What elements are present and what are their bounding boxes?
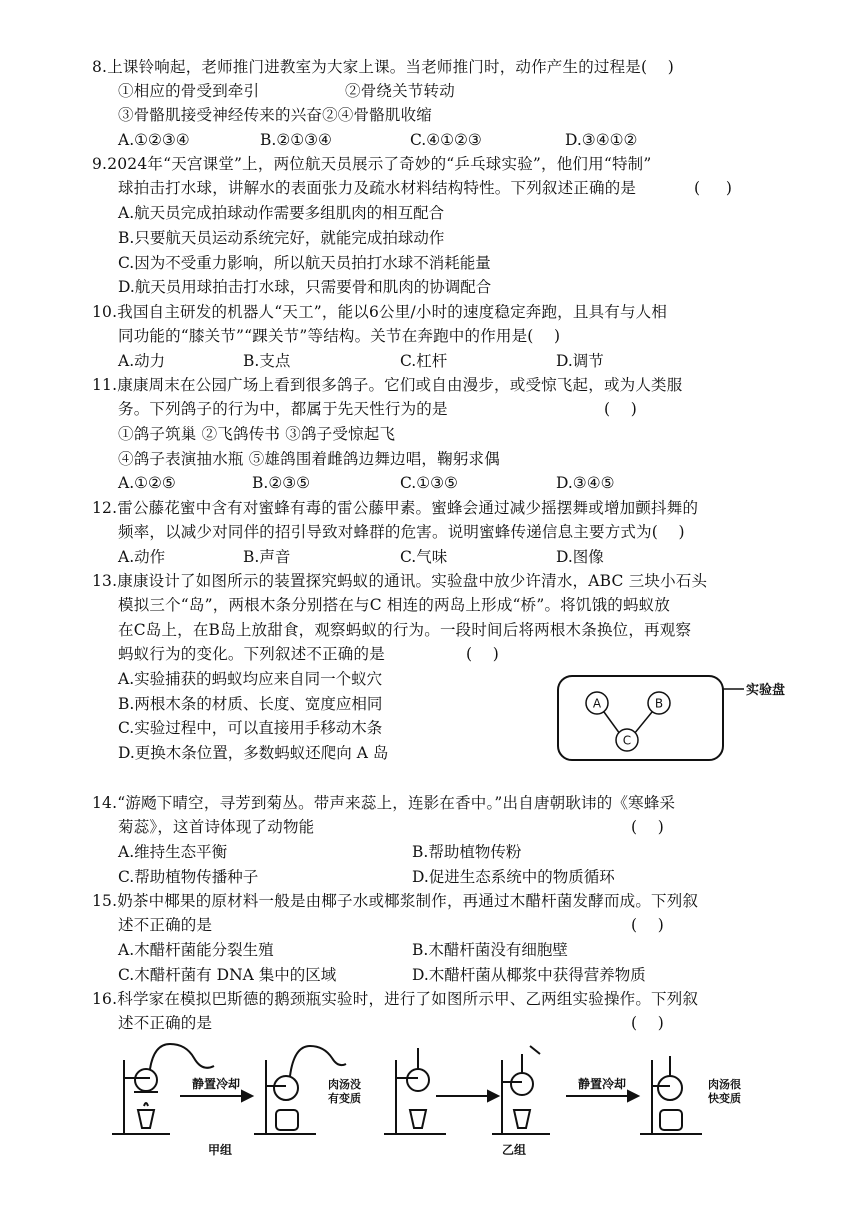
q11-answer-paren: ( ) xyxy=(604,400,638,418)
q12-line1: 12.雷公藤花蜜中含有对蜜蜂有毒的雷公藤甲素。蜜蜂会通过减少摇摆舞或增加颤抖舞的 xyxy=(92,499,699,517)
q12-option-b: B.声音 xyxy=(243,548,291,566)
q15-line1: 15.奶茶中椰果的原材料一般是由椰子水或椰浆制作，再通过木醋杆菌发酵而成。下列叙 xyxy=(92,892,699,910)
group-a-result-line2: 有变质 xyxy=(328,1092,361,1105)
q14-line1: 14.“游飏下晴空，寻芳到菊丛。带声来蕊上，连影在香中。”出自唐朝耿讳的《寒蜂采 xyxy=(92,794,676,812)
q16-swan-neck-flask-figure xyxy=(110,1036,750,1166)
island-b-label: B xyxy=(654,696,664,711)
q14-line2: 菊蕊》，这首诗体现了动物能 xyxy=(118,818,315,836)
q11-items-line2: ④鸽子表演抽水瓶 ⑤雄鸽围着雌鸽边舞边唱，鞠躬求偶 xyxy=(118,450,500,468)
q13-line4: 蚂蚁行为的变化。下列叙述不正确的是 xyxy=(118,645,385,663)
q9-option-c: C.因为不受重力影响，所以航天员拍打水球不消耗能量 xyxy=(118,254,491,272)
q10-line1: 10.我国自主研发的机器人“天工”，能以6公里/小时的速度稳定奔跑，且具有与人相 xyxy=(92,303,668,321)
q14-option-c: C.帮助植物传播种子 xyxy=(118,868,259,886)
bridge-a-c xyxy=(604,712,620,734)
group-a-arrow-label: 静置冷却 xyxy=(191,1077,241,1091)
q13-answer-paren: ( ) xyxy=(466,645,500,663)
q11-option-b: B.②③⑤ xyxy=(252,474,311,492)
q12-option-d: D.图像 xyxy=(556,548,604,566)
group-b-label: 乙组 xyxy=(502,1143,527,1157)
q13-line1: 13.康康设计了如图所示的装置探究蚂蚁的通讯。实验盘中放少许清水，ABC 三块小石头 xyxy=(92,572,708,590)
q13-option-b: B.两根木条的材质、长度、宽度应相同 xyxy=(118,695,383,713)
q12-option-c: C.气味 xyxy=(400,548,448,566)
q15-option-d: D.木醋杆菌从椰浆中获得营养物质 xyxy=(412,966,646,984)
q16-line2: 述不正确的是 xyxy=(118,1014,213,1032)
q10-option-b: B.支点 xyxy=(243,352,291,370)
q11-line2: 务。下列鸽子的行为中，都属于先天性行为的是 xyxy=(118,400,448,418)
q8-option-a: A.①②③④ xyxy=(118,131,190,149)
q13-line3: 在C岛上，在B岛上放甜食，观察蚂蚁的行为。一段时间后将两根木条换位，再观察 xyxy=(118,621,692,639)
island-c-label: C xyxy=(622,733,632,748)
q8-option-d: D.③④①② xyxy=(565,131,638,149)
q9-line2: 球拍击打水球，讲解水的表面张力及疏水材料结构特性。下列叙述正确的是 xyxy=(118,179,637,197)
q10-option-a: A.动力 xyxy=(118,352,166,370)
q9-line1: 9.2024年“天宫课堂”上，两位航天员展示了奇妙的“乒乓球实验”，他们用“特制” xyxy=(92,155,652,173)
q11-line1: 11.康康周末在公园广场上看到很多鸽子。它们或自由漫步，或受惊飞起，或为人类服 xyxy=(92,376,683,394)
q13-experiment-tray-figure xyxy=(552,670,802,766)
q8-item-2: ②骨绕关节转动 xyxy=(345,82,455,100)
q13-option-d: D.更换木条位置，多数蚂蚁还爬向 A 岛 xyxy=(118,744,389,762)
q12-option-a: A.动作 xyxy=(118,548,166,566)
q13-option-a: A.实验捕获的蚂蚁均应来自同一个蚁穴 xyxy=(118,670,383,688)
q8-item-1: ①相应的骨受到牵引 xyxy=(118,82,260,100)
group-b-flask-heating xyxy=(384,1048,446,1134)
q9-answer-paren: ( ) xyxy=(694,179,733,197)
q9-option-d: D.航天员用球拍击打水球，只需要骨和肌肉的协调配合 xyxy=(118,278,492,296)
q11-items-line1: ①鸽子筑巢 ②飞鸽传书 ③鸽子受惊起飞 xyxy=(118,425,396,443)
group-b-result-line1: 肉汤很 xyxy=(708,1078,741,1091)
q8-option-b: B.②①③④ xyxy=(260,131,332,149)
q9-option-b: B.只要航天员运动系统完好，就能完成拍球动作 xyxy=(118,229,445,247)
q13-option-c: C.实验过程中，可以直接用手移动木条 xyxy=(118,719,383,737)
bridge-b-c xyxy=(634,712,652,734)
q15-answer-paren: ( ) xyxy=(631,916,665,934)
q15-option-b: B.木醋杆菌没有细胞壁 xyxy=(412,941,568,959)
q13-line2: 模拟三个“岛”，两根木条分别搭在与C 相连的两岛上形成“桥”。将饥饿的蚂蚁放 xyxy=(118,596,671,614)
q8-stem: 8.上课铃响起，老师推门进教室为大家上课。当老师推门时，动作产生的过程是( ) xyxy=(92,58,674,76)
q15-option-a: A.木醋杆菌能分裂生殖 xyxy=(118,941,274,959)
q16-line1: 16.科学家在模拟巴斯德的鹅颈瓶实验时，进行了如图所示甲、乙两组实验操作。下列叙 xyxy=(92,990,699,1008)
q11-option-c: C.①③⑤ xyxy=(400,474,458,492)
q14-option-b: B.帮助植物传粉 xyxy=(412,843,522,861)
q8-items-line2: ③骨骼肌接受神经传来的兴奋②④骨骼肌收缩 xyxy=(118,106,433,124)
q11-option-a: A.①②⑤ xyxy=(118,474,176,492)
tray-outline xyxy=(558,676,723,760)
tray-label: 实验盘 xyxy=(746,683,786,698)
q14-option-a: A.维持生态平衡 xyxy=(118,843,228,861)
q15-option-c: C.木醋杆菌有 DNA 集中的区域 xyxy=(118,966,337,984)
group-b-result-line2: 快变质 xyxy=(708,1092,741,1105)
q9-option-a: A.航天员完成拍球动作需要多组肌肉的相互配合 xyxy=(118,204,445,222)
island-a-label: A xyxy=(592,696,602,711)
q10-option-c: C.杠杆 xyxy=(400,352,448,370)
q10-option-d: D.调节 xyxy=(556,352,604,370)
group-a-result-line1: 肉汤没 xyxy=(328,1078,361,1091)
q10-line2: 同功能的“膝关节”“踝关节”等结构。关节在奔跑中的作用是( ) xyxy=(118,327,561,345)
group-b-flask-result xyxy=(640,1056,702,1134)
q14-answer-paren: ( ) xyxy=(631,818,665,836)
q12-line2: 频率，以减少对同伴的招引导致对蜂群的危害。说明蜜蜂传递信息主要方式为( ) xyxy=(118,523,685,541)
group-a-label: 甲组 xyxy=(208,1143,233,1157)
q14-option-d: D.促进生态系统中的物质循环 xyxy=(412,868,615,886)
q8-option-c: C.④①②③ xyxy=(410,131,482,149)
q16-answer-paren: ( ) xyxy=(631,1014,665,1032)
q15-line2: 述不正确的是 xyxy=(118,916,213,934)
q11-option-d: D.③④⑤ xyxy=(556,474,615,492)
group-b-arrow-label: 静置冷却 xyxy=(577,1077,627,1091)
group-b-flask-broken-neck xyxy=(492,1046,550,1134)
